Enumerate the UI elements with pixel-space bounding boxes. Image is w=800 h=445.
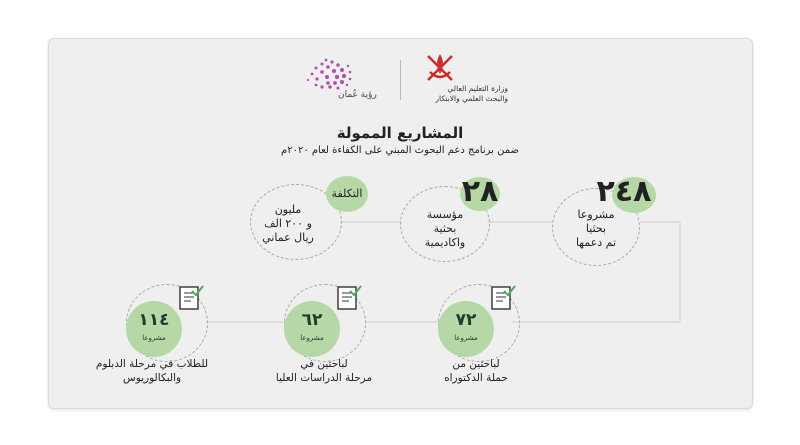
caption-bachelor (82, 357, 222, 385)
institutions-number: ٢٨ (461, 174, 499, 209)
caption-postgrad-line1: لباحثين في (300, 358, 348, 370)
group-number-bachelor: ١١٤ (138, 310, 170, 330)
caption-postgrad (254, 357, 394, 385)
group-number-postgrad: ٦٢ (301, 310, 323, 330)
projects-line2: بحثيا (585, 222, 607, 235)
ministry-line1: وزارة التعليم العالي (447, 84, 508, 93)
caption-doctorate-line2: حملة الدكتوراه (444, 372, 508, 384)
group-unit-bachelor: مشروعا (142, 334, 166, 342)
projects-line3: تم دعمها (575, 236, 617, 249)
projects-line1: مشروعا (577, 208, 615, 221)
caption-doctorate (416, 357, 536, 385)
cost-line2: و ٢٠٠ الف (264, 217, 312, 230)
cost-line1: مليون (274, 203, 302, 216)
institutions-line3: واكاديمية (424, 236, 466, 249)
caption-bachelor-line1: للطلاب في مرحلة الدبلوم (95, 358, 209, 370)
institutions-text (408, 208, 482, 250)
cost-line3: ريال عماني (262, 231, 314, 244)
document-check-icon (178, 283, 204, 313)
group-unit-doctorate: مشروعا (454, 334, 478, 342)
page-title: المشاريع الممولة (336, 124, 464, 142)
vision-label: رؤية عُمان (338, 90, 377, 100)
projects-text (558, 208, 634, 250)
institutions-line2: بحثية (433, 222, 457, 235)
group-number-doctorate: ٧٢ (455, 310, 477, 330)
document-check-icon (490, 283, 516, 313)
caption-postgrad-line2: مرحلة الدراسات العليا (275, 372, 373, 384)
caption-bachelor-line2: والبكالوريوس (122, 372, 182, 384)
cost-text (252, 203, 324, 245)
caption-doctorate-line1: لباحثين من (452, 358, 500, 370)
document-check-icon (336, 283, 362, 313)
cost-tag: التكلفة (331, 187, 363, 200)
projects-number: ٢٤٨ (596, 174, 652, 209)
group-unit-postgrad: مشروعا (300, 334, 324, 342)
page-subtitle: ضمن برنامج دعم البحوث المبني على الكفاءة لعام ٢٠٢٠م (281, 145, 519, 156)
institutions-line1: مؤسسة (426, 208, 464, 221)
ministry-line2: والبحث العلمي والابتكار (435, 94, 508, 103)
